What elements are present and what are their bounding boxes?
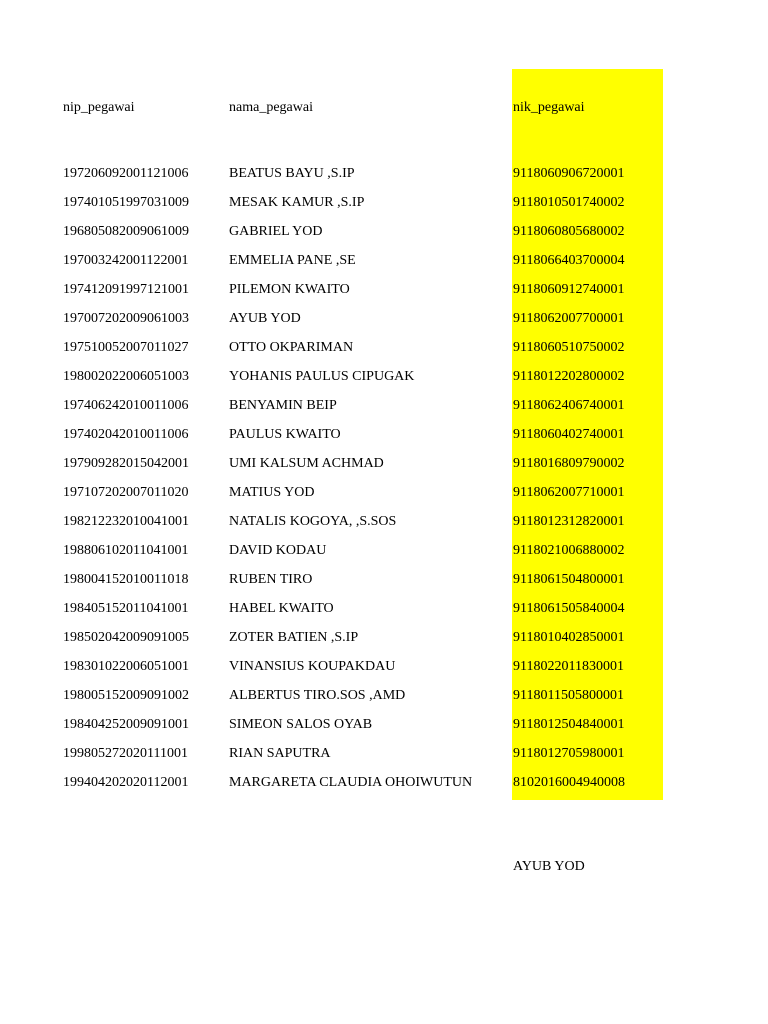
nik-cell: 9118012705980001 (513, 746, 625, 761)
nik-cell: 9118061505840004 (513, 601, 625, 616)
nip-cell: 197107202007011020 (63, 485, 189, 500)
table-row (0, 194, 768, 223)
nip-cell: 198002022006051003 (63, 369, 189, 384)
nip-cell: 198004152010011018 (63, 572, 189, 587)
nip-cell: 198405152011041001 (63, 601, 189, 616)
nama-cell: DAVID KODAU (229, 543, 327, 558)
nama-cell: ZOTER BATIEN ,S.IP (229, 630, 359, 645)
nik-cell: 9118062007710001 (513, 485, 625, 500)
nama-cell: RUBEN TIRO (229, 572, 313, 587)
nik-cell: 9118060402740001 (513, 427, 625, 442)
nip-cell: 199404202020112001 (63, 775, 189, 790)
nik-cell: 9118012202800002 (513, 369, 625, 384)
table-row (0, 687, 768, 716)
table-row (0, 571, 768, 600)
nip-cell: 197206092001121006 (63, 166, 189, 181)
nama-cell: MARGARETA CLAUDIA OHOIWUTUN (229, 775, 473, 790)
nama-cell: GABRIEL YOD (229, 224, 323, 239)
nip-cell: 198806102011041001 (63, 543, 189, 558)
nama-cell: UMI KALSUM ACHMAD (229, 456, 384, 471)
table-row (0, 368, 768, 397)
nik-cell: 9118021006880002 (513, 543, 625, 558)
nip-cell: 197909282015042001 (63, 456, 189, 471)
nik-cell: 9118010402850001 (513, 630, 625, 645)
nip-cell: 197510052007011027 (63, 340, 189, 355)
header-nik-pegawai: nik_pegawai (513, 100, 585, 115)
nip-cell: 198005152009091002 (63, 688, 189, 703)
nama-cell: MESAK KAMUR ,S.IP (229, 195, 365, 210)
nama-cell: MATIUS YOD (229, 485, 315, 500)
table-row (0, 455, 768, 484)
table-row (0, 774, 768, 803)
nip-cell: 197406242010011006 (63, 398, 189, 413)
nip-cell: 197007202009061003 (63, 311, 189, 326)
nama-cell: PILEMON KWAITO (229, 282, 350, 297)
nik-cell: 9118060510750002 (513, 340, 625, 355)
table-row (0, 426, 768, 455)
nama-cell: BENYAMIN BEIP (229, 398, 337, 413)
nip-cell: 199805272020111001 (63, 746, 188, 761)
table-row (0, 745, 768, 774)
table-row (0, 629, 768, 658)
table-row (0, 397, 768, 426)
employee-table-body (0, 165, 768, 803)
nama-cell: BEATUS BAYU ,S.IP (229, 166, 355, 181)
nama-cell: EMMELIA PANE ,SE (229, 253, 356, 268)
nik-cell: 9118062007700001 (513, 311, 625, 326)
nip-cell: 197402042010011006 (63, 427, 189, 442)
nik-cell: 9118011505800001 (513, 688, 624, 703)
table-row (0, 165, 768, 194)
nama-cell: PAULUS KWAITO (229, 427, 341, 442)
header-nama-pegawai: nama_pegawai (229, 100, 313, 115)
table-row (0, 716, 768, 745)
nik-cell: 9118010501740002 (513, 195, 625, 210)
nik-cell: 9118060906720001 (513, 166, 625, 181)
nama-cell: YOHANIS PAULUS CIPUGAK (229, 369, 415, 384)
table-row (0, 281, 768, 310)
table-row (0, 252, 768, 281)
nama-cell: VINANSIUS KOUPAKDAU (229, 659, 396, 674)
nama-cell: ALBERTUS TIRO.SOS ,AMD (229, 688, 406, 703)
nik-cell: 9118022011830001 (513, 659, 624, 674)
header-nip-pegawai: nip_pegawai (63, 100, 135, 115)
nik-cell: 9118016809790002 (513, 456, 625, 471)
nip-cell: 198212232010041001 (63, 514, 189, 529)
table-row (0, 223, 768, 252)
nip-cell: 197412091997121001 (63, 282, 189, 297)
table-row (0, 339, 768, 368)
nik-cell: 9118060912740001 (513, 282, 625, 297)
nik-cell: 9118012504840001 (513, 717, 625, 732)
footer-name: AYUB YOD (513, 859, 585, 874)
nik-cell: 9118012312820001 (513, 514, 625, 529)
nip-cell: 197401051997031009 (63, 195, 189, 210)
nama-cell: SIMEON SALOS OYAB (229, 717, 373, 732)
nik-cell: 9118061504800001 (513, 572, 625, 587)
nik-cell: 9118062406740001 (513, 398, 625, 413)
nik-cell: 9118060805680002 (513, 224, 625, 239)
nip-cell: 197003242001122001 (63, 253, 189, 268)
table-row (0, 484, 768, 513)
nik-cell: 8102016004940008 (513, 775, 625, 790)
table-row (0, 600, 768, 629)
nama-cell: OTTO OKPARIMAN (229, 340, 354, 355)
table-row (0, 542, 768, 571)
nip-cell: 198404252009091001 (63, 717, 189, 732)
table-row (0, 658, 768, 687)
nama-cell: AYUB YOD (229, 311, 301, 326)
table-row (0, 513, 768, 542)
nama-cell: NATALIS KOGOYA, ,S.SOS (229, 514, 397, 529)
nama-cell: RIAN SAPUTRA (229, 746, 331, 761)
nama-cell: HABEL KWAITO (229, 601, 334, 616)
nip-cell: 196805082009061009 (63, 224, 189, 239)
nip-cell: 198301022006051001 (63, 659, 189, 674)
table-row (0, 310, 768, 339)
nik-cell: 9118066403700004 (513, 253, 625, 268)
nip-cell: 198502042009091005 (63, 630, 189, 645)
